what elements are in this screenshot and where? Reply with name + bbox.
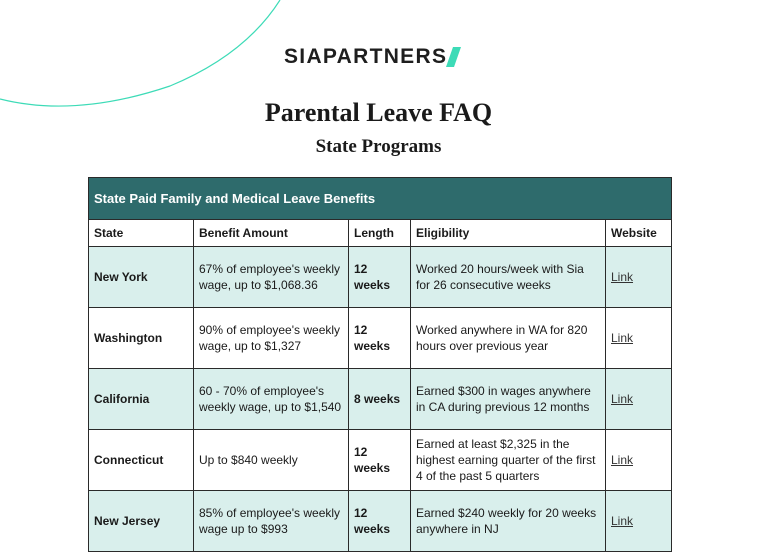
column-header-benefit: Benefit Amount bbox=[194, 220, 349, 247]
website-link[interactable]: Link bbox=[611, 270, 634, 284]
column-header-length: Length bbox=[349, 220, 411, 247]
eligibility-cell: Earned $300 in wages anywhere in CA during previous 12 months bbox=[411, 369, 606, 430]
length-cell: 12 weeks bbox=[349, 308, 411, 369]
state-cell: New Jersey bbox=[89, 491, 194, 552]
length-cell: 8 weeks bbox=[349, 369, 411, 430]
benefits-table bbox=[88, 177, 672, 552]
website-link[interactable]: Link bbox=[611, 392, 634, 406]
column-header-state: State bbox=[89, 220, 194, 247]
sia-partners-logo bbox=[284, 42, 462, 72]
state-cell: Washington bbox=[89, 308, 194, 369]
website-cell bbox=[606, 247, 672, 308]
benefit-cell: 67% of employee's weekly wage, up to $1,068.36 bbox=[194, 247, 349, 308]
website-link[interactable]: Link bbox=[611, 453, 634, 467]
eligibility-cell: Earned at least $2,325 in the highest earning quarter of the first 4 of the past 5 quarters bbox=[411, 430, 606, 491]
logo-text: SIAPARTNERS bbox=[284, 45, 448, 68]
length-cell: 12 weeks bbox=[349, 430, 411, 491]
website-link[interactable]: Link bbox=[611, 331, 634, 345]
state-cell: California bbox=[89, 369, 194, 430]
benefit-cell: 90% of employee's weekly wage, up to $1,327 bbox=[194, 308, 349, 369]
state-cell: Connecticut bbox=[89, 430, 194, 491]
state-cell: New York bbox=[89, 247, 194, 308]
length-cell: 12 weeks bbox=[349, 247, 411, 308]
table-header-row bbox=[89, 220, 672, 247]
eligibility-cell: Worked anywhere in WA for 820 hours over previous year bbox=[411, 308, 606, 369]
table-row bbox=[89, 369, 672, 430]
table-row bbox=[89, 430, 672, 491]
logo-slash-icon bbox=[444, 45, 462, 69]
table-row bbox=[89, 247, 672, 308]
eligibility-cell: Worked 20 hours/week with Sia for 26 consecutive weeks bbox=[411, 247, 606, 308]
page-subtitle: State Programs bbox=[315, 136, 442, 157]
table-caption-row bbox=[89, 178, 672, 220]
table-row bbox=[89, 308, 672, 369]
website-cell bbox=[606, 369, 672, 430]
website-cell bbox=[606, 308, 672, 369]
website-cell bbox=[606, 430, 672, 491]
table-caption: State Paid Family and Medical Leave Benefits bbox=[89, 178, 672, 220]
website-cell bbox=[606, 491, 672, 552]
benefit-cell: 85% of employee's weekly wage up to $993 bbox=[194, 491, 349, 552]
benefit-cell: Up to $840 weekly bbox=[194, 430, 349, 491]
column-header-eligibility: Eligibility bbox=[411, 220, 606, 247]
eligibility-cell: Earned $240 weekly for 20 weeks anywhere in NJ bbox=[411, 491, 606, 552]
website-link[interactable]: Link bbox=[611, 514, 634, 528]
page-title: Parental Leave FAQ bbox=[264, 98, 493, 127]
table-row bbox=[89, 491, 672, 552]
length-cell: 12 weeks bbox=[349, 491, 411, 552]
column-header-website: Website bbox=[606, 220, 672, 247]
benefit-cell: 60 - 70% of employee's weekly wage, up to $1,540 bbox=[194, 369, 349, 430]
